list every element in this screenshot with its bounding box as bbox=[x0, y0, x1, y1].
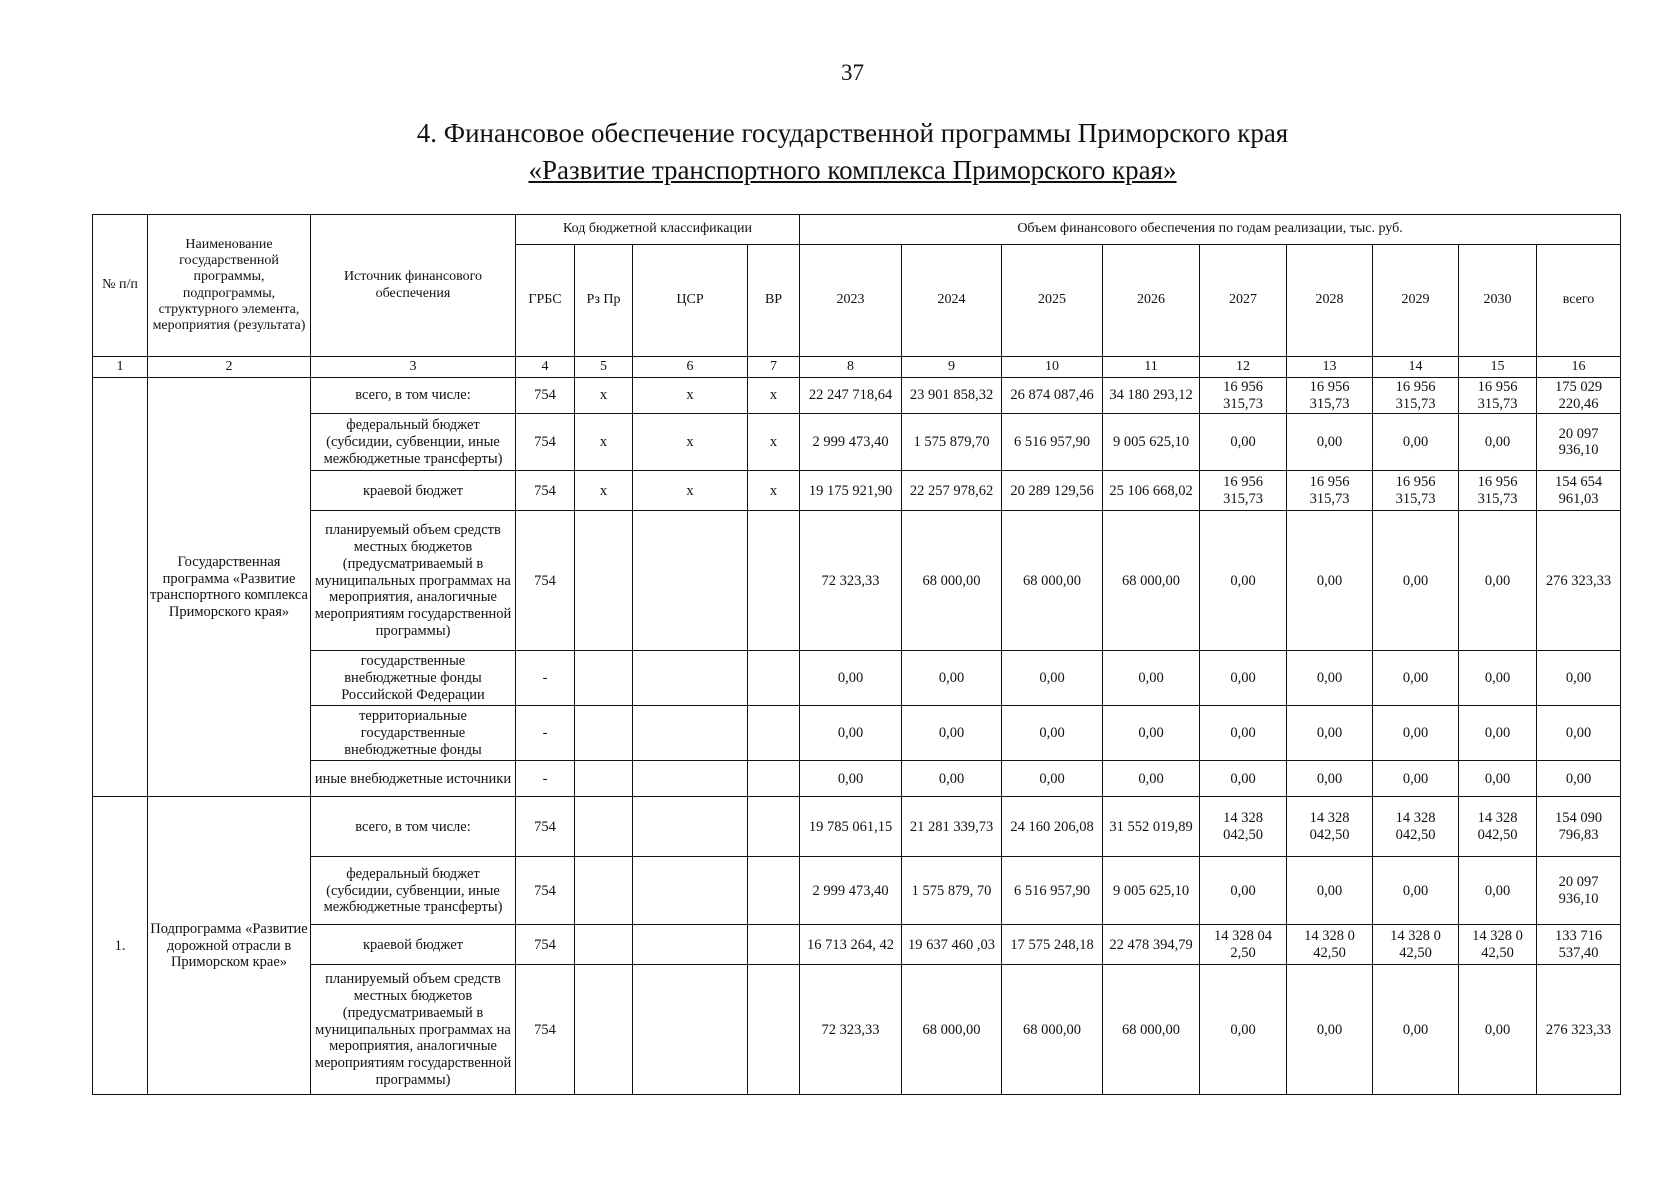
total-value: 276 323,33 bbox=[1537, 965, 1621, 1095]
year-value: 0,00 bbox=[1287, 761, 1373, 797]
year-value: 9 005 625,10 bbox=[1103, 857, 1200, 925]
year-value: 0,00 bbox=[1373, 857, 1459, 925]
grbs-code: 754 bbox=[516, 797, 575, 857]
funding-source: краевой бюджет bbox=[311, 471, 516, 511]
year-value: 0,00 bbox=[1373, 651, 1459, 706]
year-value: 0,00 bbox=[1459, 857, 1537, 925]
year-value: 14 328 042,50 bbox=[1287, 797, 1373, 857]
rzpr-code: х bbox=[575, 471, 633, 511]
year-value: 0,00 bbox=[800, 761, 902, 797]
grbs-code: 754 bbox=[516, 857, 575, 925]
program-name: Подпрограмма «Развитие дорожной отрасли в Приморском крае» bbox=[148, 797, 311, 1095]
rzpr-code bbox=[575, 797, 633, 857]
year-value: 21 281 339,73 bbox=[902, 797, 1002, 857]
col-number: 3 bbox=[311, 357, 516, 378]
funding-source: планируемый объем средств местных бюджетов (предусматриваемый в муниципальных программах на мероприятия, аналогичные мероприятиям государственной программы) bbox=[311, 965, 516, 1095]
year-value: 16 956 315,73 bbox=[1373, 471, 1459, 511]
year-value: 0,00 bbox=[800, 706, 902, 761]
funding-source: иные внебюджетные источники bbox=[311, 761, 516, 797]
table-row bbox=[93, 651, 1621, 706]
year-value: 0,00 bbox=[1459, 511, 1537, 651]
vr-code: х bbox=[748, 378, 800, 414]
year-value: 31 552 019,89 bbox=[1103, 797, 1200, 857]
year-value: 0,00 bbox=[1459, 651, 1537, 706]
year-value: 0,00 bbox=[1200, 706, 1287, 761]
section-title: 4. Финансовое обеспечение государственной программы Приморского края bbox=[416, 118, 1289, 148]
header-csr: ЦСР bbox=[633, 245, 748, 357]
rzpr-code bbox=[575, 925, 633, 965]
program-title-text: «Развитие транспортного комплекса Приморского края» bbox=[528, 155, 1177, 185]
year-value: 14 328 042,50 bbox=[1373, 797, 1459, 857]
year-value: 72 323,33 bbox=[800, 511, 902, 651]
row-number bbox=[93, 378, 148, 797]
vr-code bbox=[748, 706, 800, 761]
program-title bbox=[0, 155, 1680, 186]
year-value: 0,00 bbox=[1103, 761, 1200, 797]
table-body bbox=[93, 378, 1621, 1095]
csr-code bbox=[633, 857, 748, 925]
col-number: 14 bbox=[1373, 357, 1459, 378]
header-budget-code: Код бюджетной классификации bbox=[516, 215, 800, 245]
year-value: 0,00 bbox=[1002, 761, 1103, 797]
table-row bbox=[93, 797, 1621, 857]
year-value: 0,00 bbox=[902, 651, 1002, 706]
year-value: 68 000,00 bbox=[1103, 965, 1200, 1095]
table-row bbox=[93, 965, 1621, 1095]
col-number: 16 bbox=[1537, 357, 1621, 378]
header-source: Источник финансового обеспечения bbox=[311, 215, 516, 357]
funding-source: планируемый объем средств местных бюджетов (предусматриваемый в муниципальных программах на мероприятия, аналогичные мероприятиям государственной программы) bbox=[311, 511, 516, 651]
table-row bbox=[93, 925, 1621, 965]
total-value: 154 654 961,03 bbox=[1537, 471, 1621, 511]
funding-source: государственные внебюджетные фонды Российской Федерации bbox=[311, 651, 516, 706]
col-number: 13 bbox=[1287, 357, 1373, 378]
header-total: всего bbox=[1537, 245, 1621, 357]
year-value: 19 637 460 ,03 bbox=[902, 925, 1002, 965]
header-year: 2030 bbox=[1459, 245, 1537, 357]
year-value: 26 874 087,46 bbox=[1002, 378, 1103, 414]
grbs-code: 754 bbox=[516, 925, 575, 965]
col-number: 12 bbox=[1200, 357, 1287, 378]
year-value: 0,00 bbox=[1200, 511, 1287, 651]
year-value: 22 247 718,64 bbox=[800, 378, 902, 414]
total-value: 20 097 936,10 bbox=[1537, 414, 1621, 471]
year-value: 68 000,00 bbox=[902, 965, 1002, 1095]
csr-code: х bbox=[633, 378, 748, 414]
year-value: 0,00 bbox=[1459, 965, 1537, 1095]
year-value: 14 328 0 42,50 bbox=[1287, 925, 1373, 965]
csr-code bbox=[633, 761, 748, 797]
year-value: 0,00 bbox=[1002, 706, 1103, 761]
col-number: 4 bbox=[516, 357, 575, 378]
rzpr-code: х bbox=[575, 378, 633, 414]
year-value: 17 575 248,18 bbox=[1002, 925, 1103, 965]
col-number: 11 bbox=[1103, 357, 1200, 378]
grbs-code: - bbox=[516, 706, 575, 761]
year-value: 0,00 bbox=[1287, 706, 1373, 761]
year-value: 0,00 bbox=[902, 761, 1002, 797]
table-row bbox=[93, 378, 1621, 414]
year-value: 72 323,33 bbox=[800, 965, 902, 1095]
year-value: 14 328 042,50 bbox=[1459, 797, 1537, 857]
year-value: 0,00 bbox=[1103, 706, 1200, 761]
vr-code bbox=[748, 797, 800, 857]
funding-source: краевой бюджет bbox=[311, 925, 516, 965]
year-value: 68 000,00 bbox=[1103, 511, 1200, 651]
year-value: 0,00 bbox=[1287, 857, 1373, 925]
year-value: 25 106 668,02 bbox=[1103, 471, 1200, 511]
header-year: 2027 bbox=[1200, 245, 1287, 357]
table-row bbox=[93, 706, 1621, 761]
rzpr-code bbox=[575, 857, 633, 925]
year-value: 23 901 858,32 bbox=[902, 378, 1002, 414]
year-value: 24 160 206,08 bbox=[1002, 797, 1103, 857]
vr-code bbox=[748, 761, 800, 797]
grbs-code: 754 bbox=[516, 378, 575, 414]
year-value: 0,00 bbox=[1002, 651, 1103, 706]
year-value: 0,00 bbox=[1373, 761, 1459, 797]
grbs-code: 754 bbox=[516, 414, 575, 471]
year-value: 6 516 957,90 bbox=[1002, 857, 1103, 925]
year-value: 0,00 bbox=[1287, 965, 1373, 1095]
csr-code bbox=[633, 511, 748, 651]
header-num: № п/п bbox=[93, 215, 148, 357]
year-value: 16 956 315,73 bbox=[1287, 471, 1373, 511]
header-year: 2029 bbox=[1373, 245, 1459, 357]
year-value: 16 956 315,73 bbox=[1200, 378, 1287, 414]
total-value: 175 029 220,46 bbox=[1537, 378, 1621, 414]
funding-source: федеральный бюджет (субсидии, субвенции, иные межбюджетные трансферты) bbox=[311, 857, 516, 925]
csr-code bbox=[633, 706, 748, 761]
vr-code bbox=[748, 857, 800, 925]
year-value: 9 005 625,10 bbox=[1103, 414, 1200, 471]
year-value: 2 999 473,40 bbox=[800, 414, 902, 471]
total-value: 133 716 537,40 bbox=[1537, 925, 1621, 965]
year-value: 0,00 bbox=[1103, 651, 1200, 706]
csr-code bbox=[633, 651, 748, 706]
rzpr-code bbox=[575, 965, 633, 1095]
vr-code bbox=[748, 651, 800, 706]
year-value: 68 000,00 bbox=[1002, 965, 1103, 1095]
year-value: 14 328 0 42,50 bbox=[1373, 925, 1459, 965]
col-number: 10 bbox=[1002, 357, 1103, 378]
col-number: 15 bbox=[1459, 357, 1537, 378]
total-value: 0,00 bbox=[1537, 761, 1621, 797]
year-value: 22 478 394,79 bbox=[1103, 925, 1200, 965]
year-value: 0,00 bbox=[800, 651, 902, 706]
year-value: 0,00 bbox=[1200, 761, 1287, 797]
header-rzpr: Рз Пр bbox=[575, 245, 633, 357]
year-value: 19 175 921,90 bbox=[800, 471, 902, 511]
header-year: 2023 bbox=[800, 245, 902, 357]
csr-code: х bbox=[633, 414, 748, 471]
year-value: 20 289 129,56 bbox=[1002, 471, 1103, 511]
header-name: Наименование государственной программы, подпрограммы, структурного элемента, мероприятия (результата) bbox=[148, 215, 311, 357]
grbs-code: - bbox=[516, 651, 575, 706]
year-value: 22 257 978,62 bbox=[902, 471, 1002, 511]
rzpr-code bbox=[575, 761, 633, 797]
table-row bbox=[93, 511, 1621, 651]
year-value: 14 328 04 2,50 bbox=[1200, 925, 1287, 965]
vr-code bbox=[748, 965, 800, 1095]
year-value: 0,00 bbox=[1287, 414, 1373, 471]
grbs-code: - bbox=[516, 761, 575, 797]
year-value: 14 328 0 42,50 bbox=[1459, 925, 1537, 965]
header-year: 2028 bbox=[1287, 245, 1373, 357]
col-number: 8 bbox=[800, 357, 902, 378]
year-value: 1 575 879, 70 bbox=[902, 857, 1002, 925]
year-value: 0,00 bbox=[1287, 651, 1373, 706]
col-number: 5 bbox=[575, 357, 633, 378]
year-value: 16 956 315,73 bbox=[1459, 471, 1537, 511]
year-value: 0,00 bbox=[1200, 965, 1287, 1095]
rzpr-code bbox=[575, 706, 633, 761]
year-value: 16 956 315,73 bbox=[1200, 471, 1287, 511]
col-number: 2 bbox=[148, 357, 311, 378]
rzpr-code: х bbox=[575, 414, 633, 471]
grbs-code: 754 bbox=[516, 511, 575, 651]
rzpr-code bbox=[575, 511, 633, 651]
year-value: 0,00 bbox=[1373, 965, 1459, 1095]
year-value: 34 180 293,12 bbox=[1103, 378, 1200, 414]
year-value: 0,00 bbox=[1459, 761, 1537, 797]
year-value: 0,00 bbox=[1373, 414, 1459, 471]
total-value: 0,00 bbox=[1537, 651, 1621, 706]
funding-source: всего, в том числе: bbox=[311, 797, 516, 857]
year-value: 16 956 315,73 bbox=[1459, 378, 1537, 414]
vr-code: х bbox=[748, 471, 800, 511]
total-value: 276 323,33 bbox=[1537, 511, 1621, 651]
vr-code bbox=[748, 925, 800, 965]
table-row bbox=[93, 414, 1621, 471]
header-year: 2026 bbox=[1103, 245, 1200, 357]
vr-code bbox=[748, 511, 800, 651]
csr-code bbox=[633, 797, 748, 857]
year-value: 16 713 264, 42 bbox=[800, 925, 902, 965]
grbs-code: 754 bbox=[516, 471, 575, 511]
col-number: 9 bbox=[902, 357, 1002, 378]
grbs-code: 754 bbox=[516, 965, 575, 1095]
csr-code: х bbox=[633, 471, 748, 511]
vr-code: х bbox=[748, 414, 800, 471]
total-value: 0,00 bbox=[1537, 706, 1621, 761]
col-number: 7 bbox=[748, 357, 800, 378]
year-value: 0,00 bbox=[1459, 706, 1537, 761]
year-value: 0,00 bbox=[1200, 857, 1287, 925]
csr-code bbox=[633, 965, 748, 1095]
funding-source: всего, в том числе: bbox=[311, 378, 516, 414]
year-value: 19 785 061,15 bbox=[800, 797, 902, 857]
header-grbs: ГРБС bbox=[516, 245, 575, 357]
table-row bbox=[93, 761, 1621, 797]
financing-table bbox=[92, 214, 1621, 1095]
year-value: 16 956 315,73 bbox=[1287, 378, 1373, 414]
year-value: 16 956 315,73 bbox=[1373, 378, 1459, 414]
year-value: 6 516 957,90 bbox=[1002, 414, 1103, 471]
row-number: 1. bbox=[93, 797, 148, 1095]
table-row bbox=[93, 471, 1621, 511]
funding-source: федеральный бюджет (субсидии, субвенции, иные межбюджетные трансферты) bbox=[311, 414, 516, 471]
page-number: 37 bbox=[841, 60, 864, 85]
year-value: 0,00 bbox=[1200, 414, 1287, 471]
column-number-row bbox=[93, 357, 1621, 378]
year-value: 1 575 879,70 bbox=[902, 414, 1002, 471]
csr-code bbox=[633, 925, 748, 965]
table-row bbox=[93, 857, 1621, 925]
year-value: 0,00 bbox=[1200, 651, 1287, 706]
header-year: 2024 bbox=[902, 245, 1002, 357]
col-number: 6 bbox=[633, 357, 748, 378]
header-volume: Объем финансового обеспечения по годам реализации, тыс. руб. bbox=[800, 215, 1621, 245]
total-value: 20 097 936,10 bbox=[1537, 857, 1621, 925]
year-value: 2 999 473,40 bbox=[800, 857, 902, 925]
year-value: 0,00 bbox=[1373, 706, 1459, 761]
year-value: 68 000,00 bbox=[902, 511, 1002, 651]
header-year: 2025 bbox=[1002, 245, 1103, 357]
year-value: 0,00 bbox=[1373, 511, 1459, 651]
total-value: 154 090 796,83 bbox=[1537, 797, 1621, 857]
year-value: 0,00 bbox=[1459, 414, 1537, 471]
rzpr-code bbox=[575, 651, 633, 706]
year-value: 14 328 042,50 bbox=[1200, 797, 1287, 857]
year-value: 0,00 bbox=[1287, 511, 1373, 651]
program-name: Государственная программа «Развитие транспортного комплекса Приморского края» bbox=[148, 378, 311, 797]
year-value: 0,00 bbox=[902, 706, 1002, 761]
funding-source: территориальные государственные внебюджетные фонды bbox=[311, 706, 516, 761]
col-number: 1 bbox=[93, 357, 148, 378]
header-vr: ВР bbox=[748, 245, 800, 357]
year-value: 68 000,00 bbox=[1002, 511, 1103, 651]
